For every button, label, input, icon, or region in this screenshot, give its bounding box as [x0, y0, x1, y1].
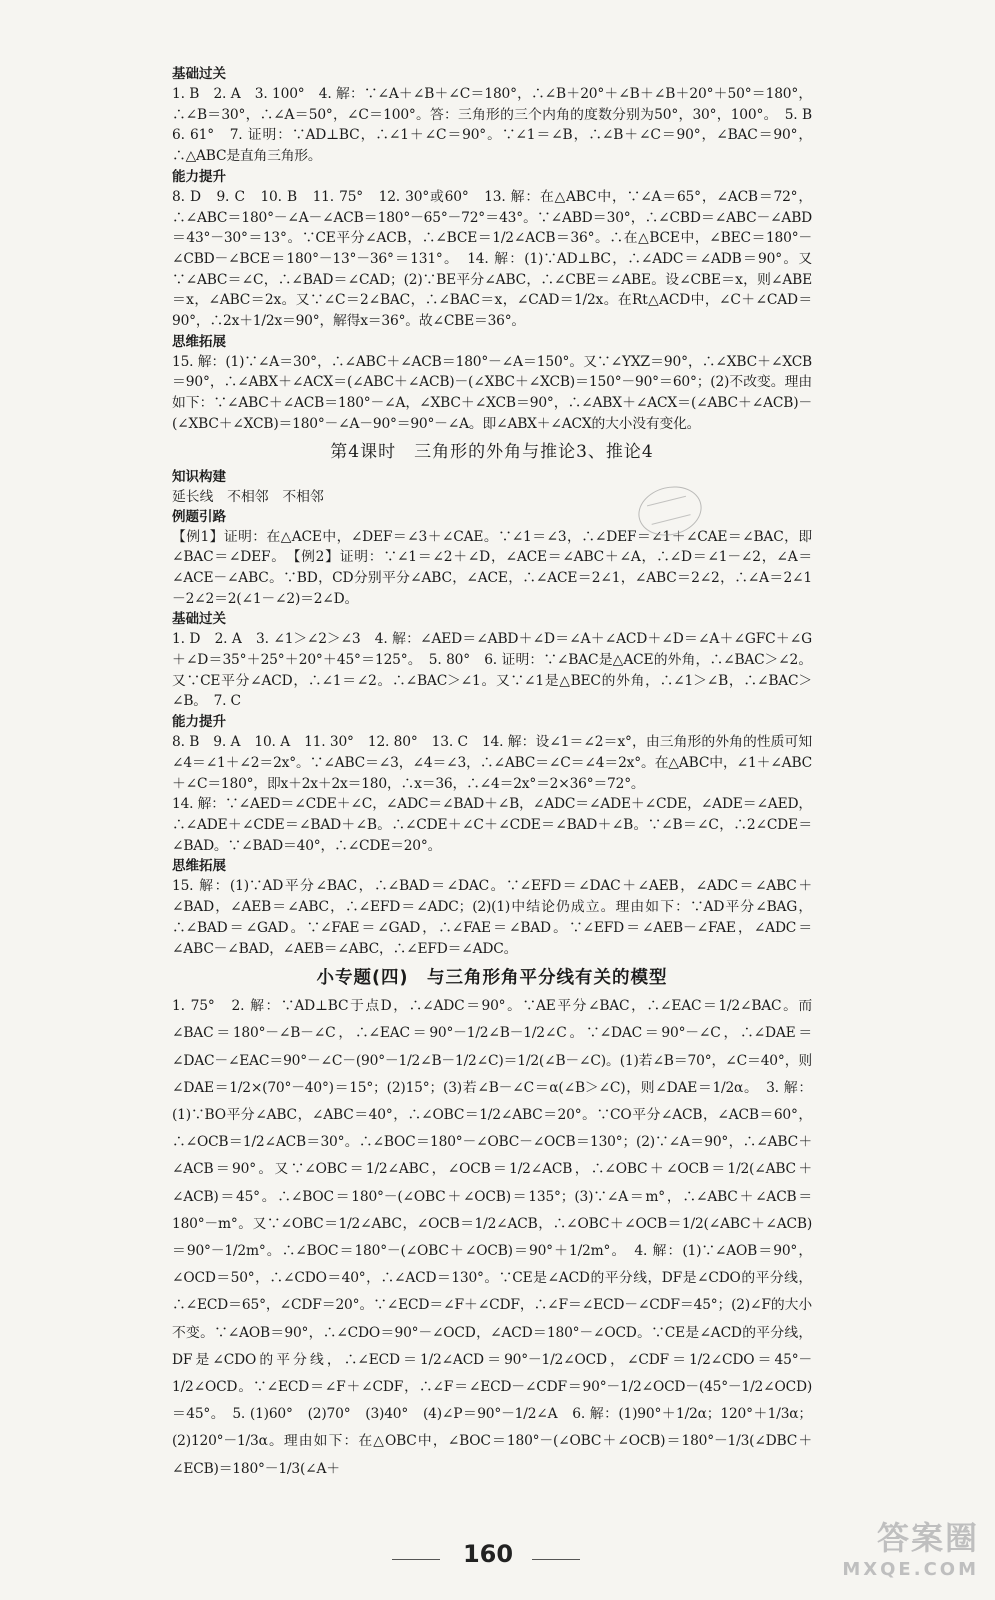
watermark-title: 答案圈	[876, 1519, 979, 1557]
section-examples	[172, 507, 812, 610]
topic-text: 1. 75° 2. 解：∵AD⊥BC于点D，∴∠ADC＝90°。∵AE平分∠BAC，∴∠EAC＝1/2∠BAC。而∠BAC＝180°－∠B－∠C，∴∠EAC＝90°－1/2∠B－1/2∠C。∵∠DAC＝90°－∠C，∴∠DAE＝∠DAC－∠EAC＝90°－∠C－(90°－1/2∠B－1/2∠C)＝1/2(∠B－∠C)。(1)若∠B＝70°，∠C＝40°，则∠DAE＝1/2×(70°－40°)＝15°；(2)15°；(3)若∠B－∠C＝α(∠B＞∠C)，则∠DAE＝1/2α。 3. 解：(1)∵BO平分∠ABC，∠ABC＝40°，∴∠OBC＝1/2∠ABC＝20°。∵CO平分∠ACB，∠ACB＝60°，∴∠OCB＝1/2∠ACB＝30°。∴∠BOC＝180°－∠OBC－∠OCB＝130°；(2)∵∠A＝90°，∴∠ABC＋∠ACB＝90°。又∵∠OBC＝1/2∠ABC，∠OCB＝1/2∠ACB，∴∠OBC＋∠OCB＝1/2(∠ABC＋∠ACB)＝45°。∴∠BOC＝180°－(∠OBC＋∠OCB)＝135°；(3)∵∠A＝m°，∴∠ABC＋∠ACB＝180°－m°。又∵∠OBC＝1/2∠ABC，∠OCB＝1/2∠ACB，∴∠OBC＋∠OCB＝1/2(∠ABC＋∠ACB)＝90°－1/2m°。∴∠BOC＝180°－(∠OBC＋∠OCB)＝90°＋1/2m°。 4. 解：(1)∵∠AOB＝90°，∠OCD＝50°，∴∠CDO＝40°，∴∠ACD＝130°。∵CE是∠ACD的平分线，DF是∠CDO的平分线，∴∠ECD＝65°，∠CDF＝20°。∵∠ECD＝∠F＋∠CDF，∴∠F＝∠ECD－∠CDF＝45°；(2)∠F的大小不变。∵∠AOB＝90°，∴∠CDO＝90°－∠OCD，∠ACD＝180°－∠OCD。∵CE是∠ACD的平分线，DF是∠CDO的平分线，∴∠ECD＝1/2∠ACD＝90°－1/2∠OCD，∠CDF＝1/2∠CDO＝45°－1/2∠OCD。∵∠ECD＝∠F＋∠CDF，∴∠F＝∠ECD－∠CDF＝90°－1/2∠OCD－(45°－1/2∠OCD)＝45°。 5. (1)60° (2)70° (3)40° (4)∠P＝90°－1/2∠A 6. 解：(1)90°＋1/2α；120°＋1/3α；(2)120°－1/3α。理由如下：在△OBC中，∠BOC＝180°－(∠OBC＋∠OCB)＝180°－1/3(∠DBC＋∠ECB)＝180°－1/3(∠A＋	[172, 998, 812, 1477]
section-knowledge	[172, 467, 812, 507]
section-heading: 思维拓展	[172, 858, 226, 875]
section-text: 15. 解：(1)∵AD平分∠BAC，∴∠BAD＝∠DAC。∵∠EFD＝∠DAC＋∠AEB，∠ADC＝∠ABC＋∠BAD，∠AEB＝∠ABC，∴∠EFD＝∠ADC；(2)(1)中结论仍成立。理由如下：∵AD平分∠BAG，∴∠BAD＝∠GAD。∵∠FAE＝∠GAD，∴∠FAE＝∠BAD。∵∠EFD＝∠AEB－∠FAE，∠ADC＝∠ABC－∠BAD，∠AEB＝∠ABC，∴∠EFD＝∠ADC。	[172, 878, 812, 957]
topic-title: 小专题(四) 与三角形角平分线有关的模型	[316, 968, 668, 989]
section-basic-1	[172, 64, 826, 167]
section-heading: 思维拓展	[172, 333, 226, 350]
section-text: 8. B 9. A 10. A 11. 30° 12. 80° 13. C 14. 解：设∠1＝∠2＝x°，由三角形的外角的性质可知∠4＝∠1＋∠2＝2x°。∵∠ABC＝∠3，∠4＝∠3，∴∠ABC＝∠C＝∠4＝2x°。在△ABC中，∠1＋∠ABC＋∠C＝180°，即x＋2x＋2x＝180，∴x＝36，∴∠4＝2x°＝2×36°＝72°。	[172, 734, 812, 792]
section-heading: 基础过关	[172, 611, 226, 628]
section-improve-2	[172, 712, 812, 856]
section-heading: 能力提升	[172, 714, 226, 731]
answer-content	[172, 64, 826, 1483]
footer-rule-left	[392, 1559, 440, 1560]
section-heading: 能力提升	[172, 168, 226, 185]
section-text: 延长线 不相邻 不相邻	[172, 488, 324, 505]
lesson-title: 第4课时 三角形的外角与推论3、推论4	[330, 441, 654, 462]
section-extend-1	[172, 332, 812, 435]
section-improve-1	[172, 167, 812, 332]
watermark-url: MXQE.COM	[842, 1559, 979, 1580]
section-basic-2	[172, 609, 812, 712]
section-text-extra: 14. 解：∵∠AED＝∠CDE＋∠C，∠ADC＝∠BAD＋∠B，∠ADC＝∠ADE＋∠CDE，∠ADE＝∠AED，∴∠ADE＋∠CDE＝∠BAD＋∠B。∴∠CDE＋∠C＋∠CDE＝∠BAD＋∠B。∵∠B＝∠C，∴2∠CDE＝∠BAD。∵∠BAD＝40°，∴∠CDE＝20°。	[172, 796, 812, 854]
section-text: 8. D 9. C 10. B 11. 75° 12. 30°或60° 13. 解：在△ABC中，∵∠A＝65°，∠ACB＝72°，∴∠ABC＝180°－∠A－∠ACB＝180°－65°－72°＝43°。∵∠ABD＝30°，∴∠CBD＝∠ABC－∠ABD＝43°－30°＝13°。∵CE平分∠ACB，∴∠BCE＝1/2∠ACB＝36°。∴在△BCE中，∠BEC＝180°－∠CBD－∠BCE＝180°－13°－36°＝131°。 14. 解：(1)∵AD⊥BC，∴∠ADC＝∠ADB＝90°。又∵∠ABC＝∠C，∴∠BAD＝∠CAD；(2)∵BE平分∠ABC，∴∠CBE＝∠ABE。设∠CBE＝x，则∠ABE＝x，∠ABC＝2x。又∵∠C＝2∠BAC，∴∠BAC＝x，∠CAD＝1/2x。在Rt△ACD中，∠C＋∠CAD＝90°，∴2x＋1/2x＝90°，解得x＝36°。故∠CBE＝36°。	[172, 188, 812, 330]
section-heading: 基础过关	[172, 66, 226, 82]
watermark-logo	[842, 1513, 979, 1580]
section-text: 【例1】证明：在△ACE中，∠DEF＝∠3＋∠CAE。∵∠1＝∠3，∴∠DEF＝∠1＋∠CAE＝∠BAC，即∠BAC＝∠DEF。 【例2】证明：∵∠1＝∠2＋∠D，∠ACE＝∠ABC＋∠A，∴∠D＝∠1－∠2，∠A＝∠ACE－∠ABC。∵BD，CD分别平分∠ABC，∠ACE，∴∠ACE＝2∠1，∠ABC＝2∠2，∴∠A＝2∠1－2∠2＝2(∠1－∠2)＝2∠D。	[172, 528, 812, 607]
section-heading: 例题引路	[172, 508, 226, 525]
section-text: 15. 解：(1)∵∠A＝30°，∴∠ABC＋∠ACB＝180°－∠A＝150°。又∵∠YXZ＝90°，∴∠XBC＋∠XCB＝90°，∴∠ABX＋∠ACX＝(∠ABC＋∠ACB)－(∠XBC＋∠XCB)＝150°－90°＝60°；(2)不改变。理由如下：∵∠ABC＋∠ACB＝180°－∠A，∠XBC＋∠XCB＝90°，∴∠ABX＋∠ACX＝(∠ABC＋∠ACB)－(∠XBC＋∠XCB)＝180°－∠A－90°＝90°－∠A。即∠ABX＋∠ACX的大小没有变化。	[172, 353, 812, 432]
section-text: 1. D 2. A 3. ∠1＞∠2＞∠3 4. 解：∠AED＝∠ABD＋∠D＝∠A＋∠ACD＋∠D＝∠A＋∠GFC＋∠G＋∠D＝35°＋25°＋20°＋45°＝125°。 5. 80° 6. 证明：∵∠BAC是△ACE的外角，∴∠BAC＞∠2。又∵CE平分∠ACD，∴∠1＝∠2。∴∠BAC＞∠1。又∵∠1是△BEC的外角，∴∠1＞∠B，∴∠BAC＞∠B。 7. C	[172, 631, 812, 710]
section-text: 1. B 2. A 3. 100° 4. 解：∵∠A＋∠B＋∠C＝180°，∴∠B＋20°＋∠B＋∠B＋20°＋50°＝180°，∴∠B＝30°，∴∠A＝50°，∠C＝100°。答：三角形的三个内角的度数分别为50°，30°，100°。 5. B 6. 61° 7. 证明：∵AD⊥BC，∴∠1＋∠C＝90°。∵∠1＝∠B，∴∠B＋∠C＝90°，∠BAC＝90°，∴△ABC是直角三角形。	[172, 86, 826, 165]
footer-rule-right	[532, 1559, 580, 1560]
section-extend-2	[172, 856, 812, 959]
section-heading: 知识构建	[172, 468, 226, 485]
page-number: 160	[462, 1540, 514, 1568]
